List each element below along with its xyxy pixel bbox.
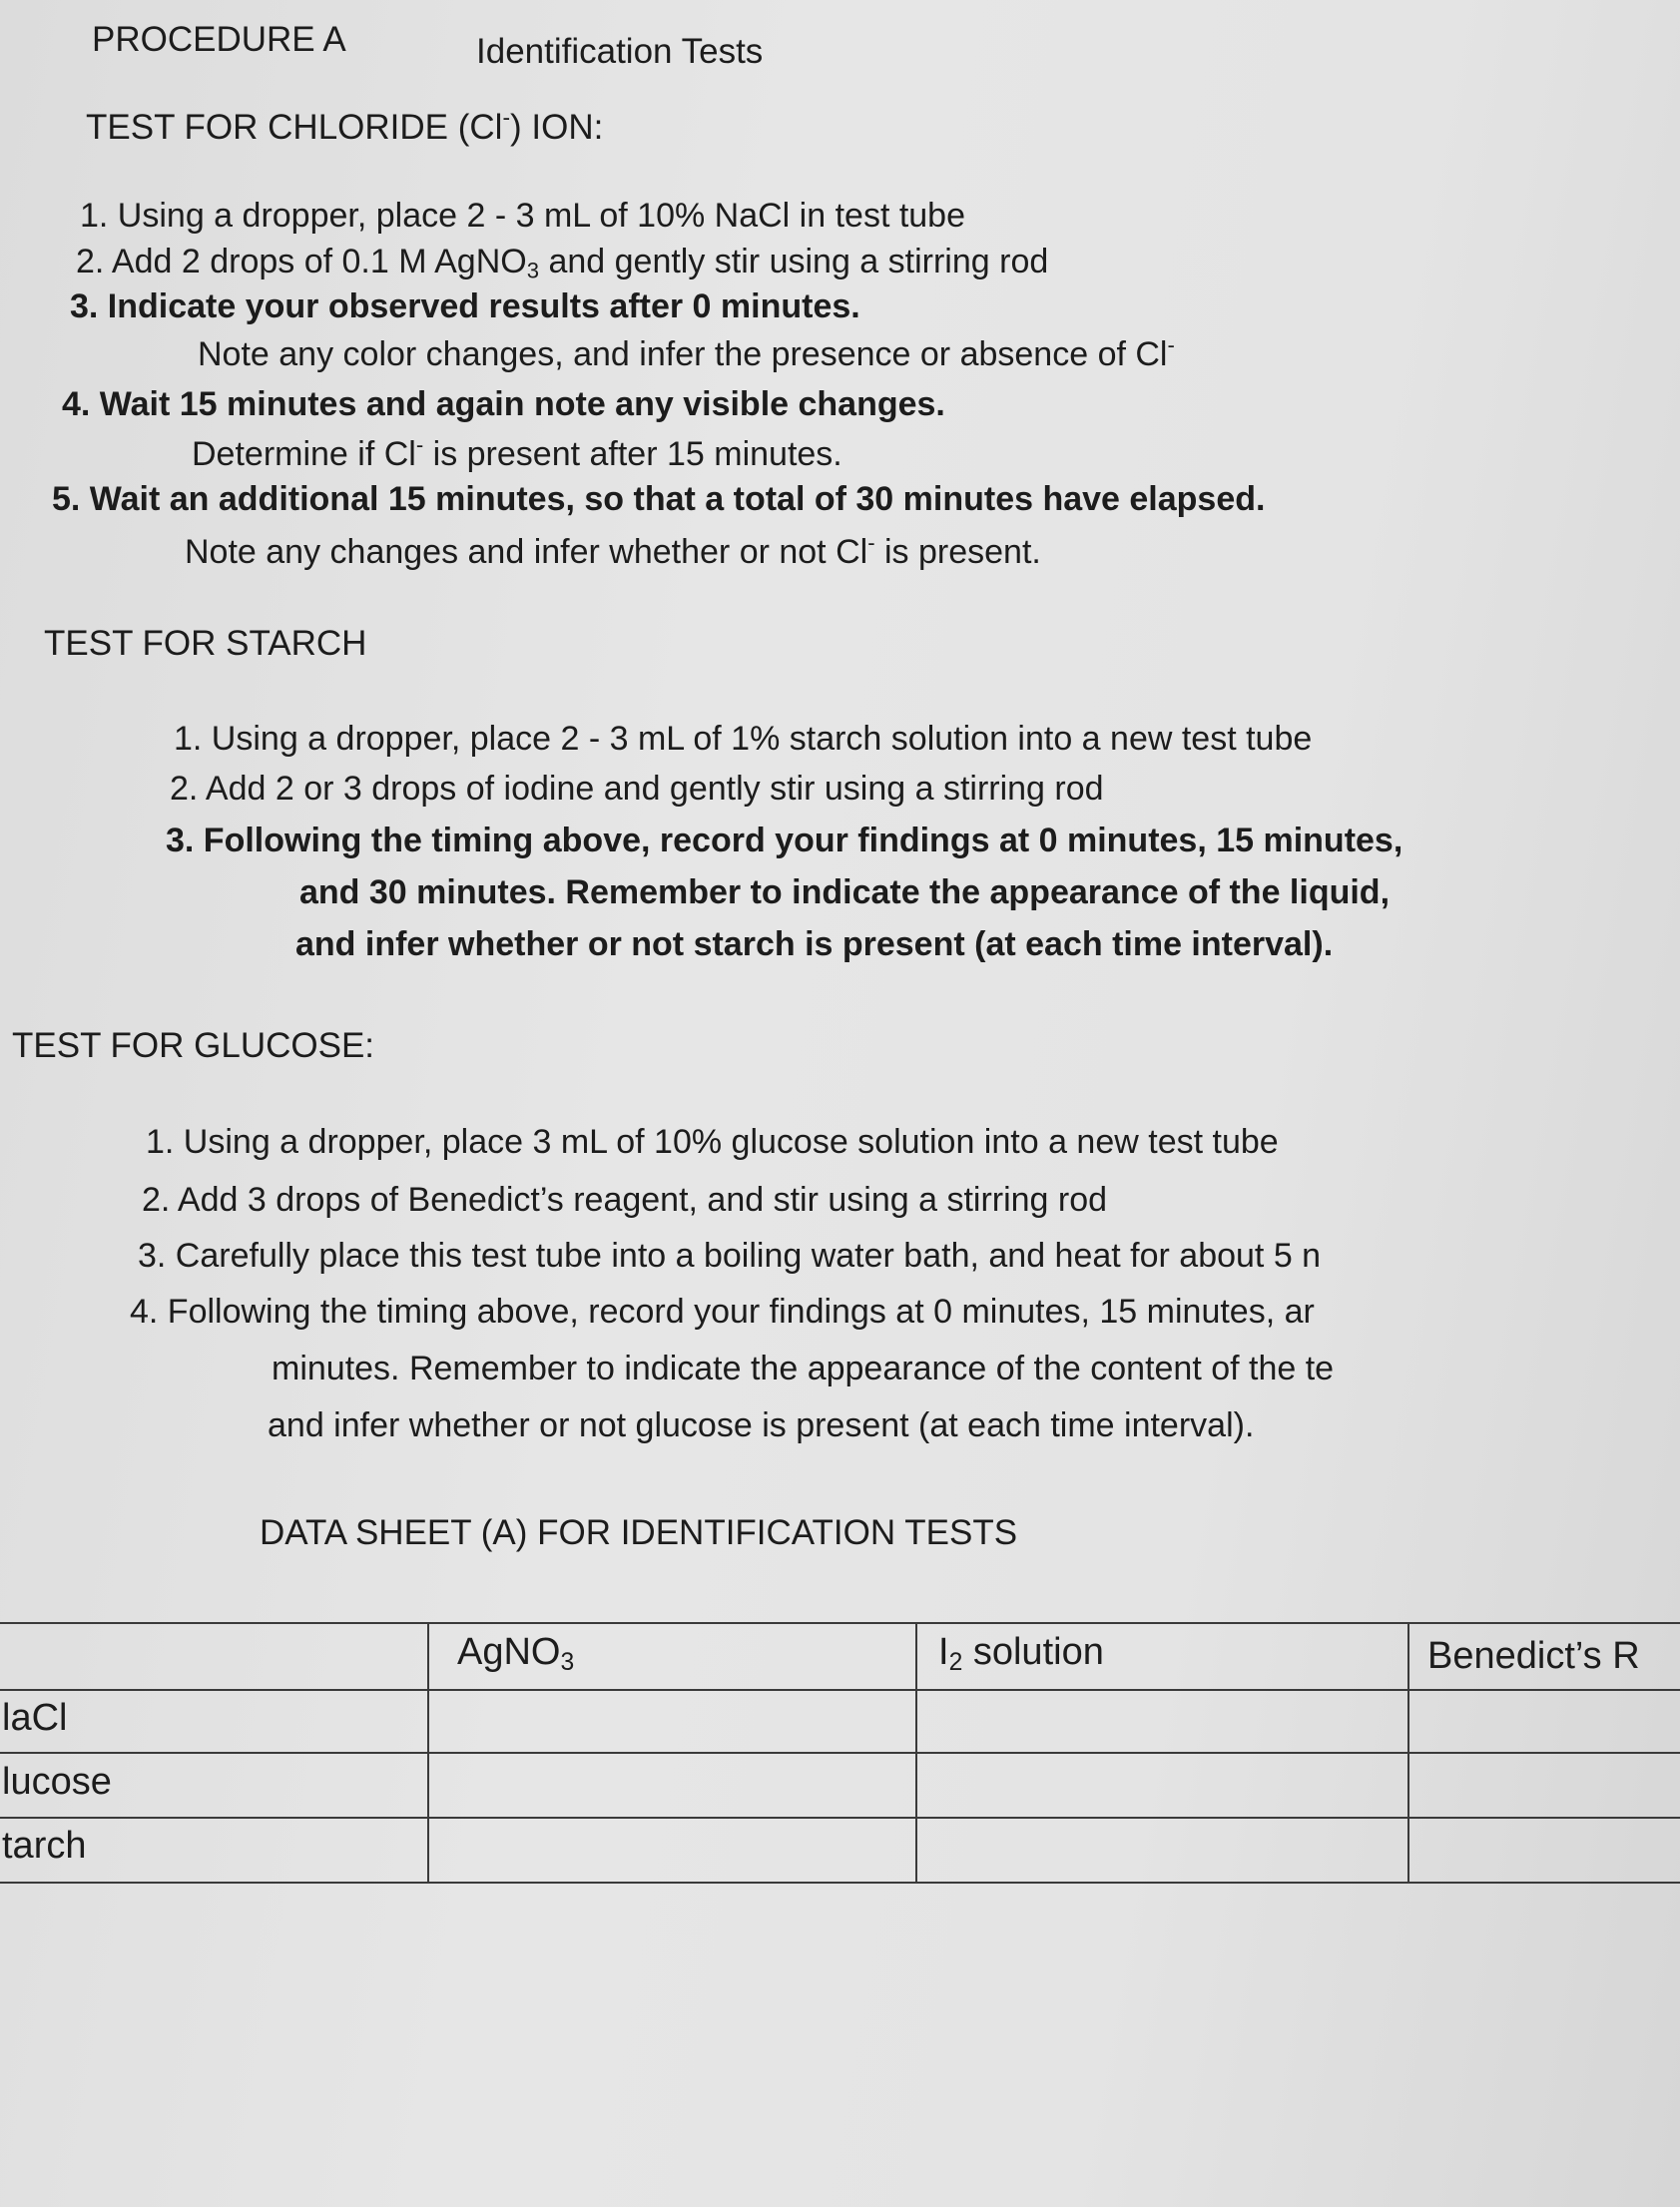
- starch-step-3-line-2: and 30 minutes. Remember to indicate the appearance of the liquid,: [299, 873, 1391, 911]
- chloride-heading: TEST FOR CHLORIDE (Cl-) ION:: [86, 104, 604, 147]
- glucose-step-3: 3. Carefully place this test tube into a boiling water bath, and heat for about 5 n: [138, 1237, 1322, 1275]
- table-row-label: tarch: [2, 1825, 87, 1867]
- starch-step-1: 1. Using a dropper, place 2 - 3 mL of 1% starch solution into a new test tube: [174, 720, 1313, 758]
- table-row-label: laCl: [2, 1697, 68, 1739]
- chloride-step-4-note: Determine if Cl- is present after 15 minutes.: [192, 431, 842, 473]
- table-line: [0, 1689, 1680, 1691]
- table-header-iodine: $I_2$ solution: [938, 1631, 1104, 1677]
- starch-heading: TEST FOR STARCH: [44, 624, 367, 663]
- table-header-agno3: AgNO$_3$: [457, 1631, 575, 1677]
- starch-step-3: 3. Following the timing above, record your findings at 0 minutes, 15 minutes,: [166, 822, 1403, 859]
- data-sheet-title: DATA SHEET (A) FOR IDENTIFICATION TESTS: [260, 1513, 1018, 1552]
- table-header-benedicts: Benedict’s R: [1427, 1635, 1640, 1677]
- table-line: [1407, 1622, 1409, 1884]
- chloride-step-5-note: Note any changes and infer whether or not Cl- is present.: [185, 529, 1041, 571]
- chloride-step-1: 1. Using a dropper, place 2 - 3 mL of 10% NaCl in test tube: [80, 197, 966, 235]
- chloride-step-4: 4. Wait 15 minutes and again note any visible changes.: [62, 385, 945, 423]
- data-table: [0, 1622, 1680, 1884]
- table-line: [915, 1622, 917, 1884]
- starch-step-3-line-3: and infer whether or not starch is present (at each time interval).: [295, 925, 1334, 963]
- glucose-step-2: 2. Add 3 drops of Benedict’s reagent, and stir using a stirring rod: [142, 1181, 1108, 1219]
- chloride-step-3: 3. Indicate your observed results after 0 minutes.: [70, 287, 860, 325]
- table-line: [427, 1622, 429, 1884]
- glucose-step-4-line-2: minutes. Remember to indicate the appearance of the content of the te: [272, 1350, 1335, 1387]
- table-line: [0, 1752, 1680, 1754]
- chloride-step-5: 5. Wait an additional 15 minutes, so that a total of 30 minutes have elapsed.: [52, 480, 1266, 518]
- page-title: Identification Tests: [476, 32, 764, 71]
- glucose-step-4-line-3: and infer whether or not glucose is present (at each time interval).: [268, 1406, 1255, 1444]
- glucose-step-4: 4. Following the timing above, record your findings at 0 minutes, 15 minutes, ar: [130, 1293, 1315, 1331]
- glucose-heading: TEST FOR GLUCOSE:: [12, 1026, 375, 1065]
- starch-step-2: 2. Add 2 or 3 drops of iodine and gently stir using a stirring rod: [170, 770, 1104, 808]
- chloride-step-2: 2. Add 2 drops of 0.1 M AgNO$_3$ and gently stir using a stirring rod: [76, 243, 1049, 283]
- table-line: [0, 1817, 1680, 1819]
- table-line: [0, 1622, 1680, 1624]
- glucose-step-1: 1. Using a dropper, place 3 mL of 10% glucose solution into a new test tube: [146, 1123, 1279, 1161]
- chloride-step-3-note: Note any color changes, and infer the presence or absence of Cl-: [198, 331, 1175, 373]
- table-line: [0, 1882, 1680, 1884]
- table-row-label: lucose: [2, 1761, 112, 1803]
- procedure-label: PROCEDURE A: [92, 20, 346, 59]
